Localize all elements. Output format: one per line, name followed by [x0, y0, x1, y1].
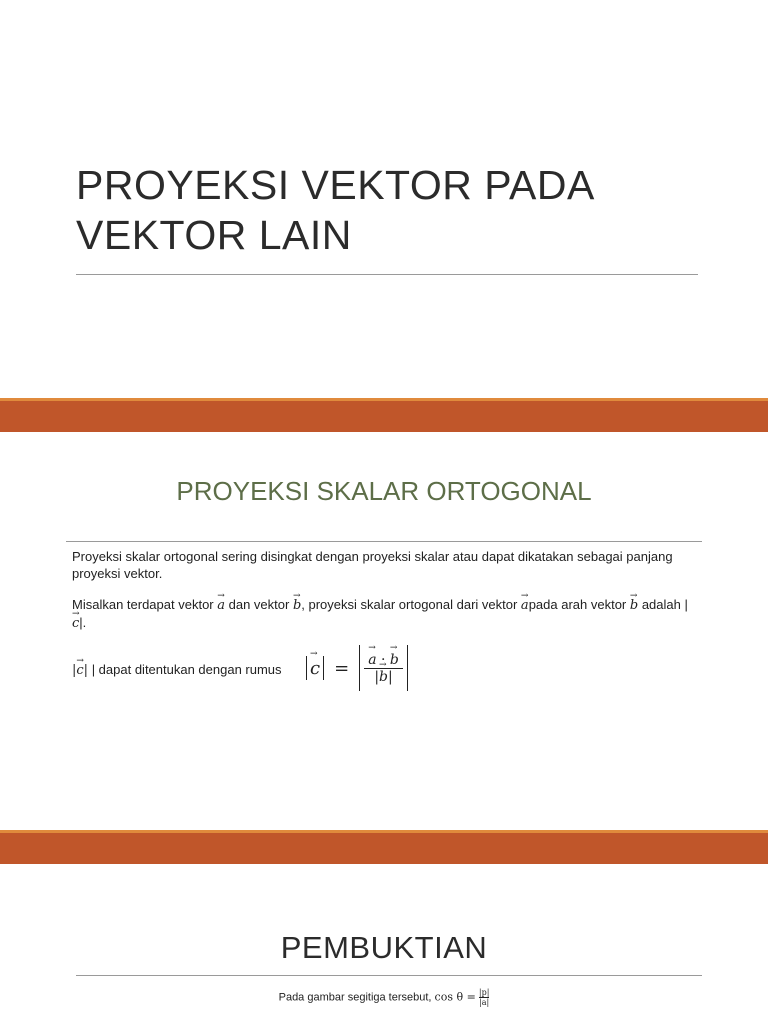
definition-paragraph: Proyeksi skalar ortogonal sering disingkat dengan proyeksi skalar atau dapat dikatakan sebagai panjang proyeksi vektor.: [72, 549, 673, 581]
vector-a-2: → a: [521, 597, 529, 614]
section-title: PROYEKSI SKALAR ORTOGONAL: [176, 476, 592, 506]
title-divider: [76, 274, 698, 275]
proof-divider: [76, 975, 702, 976]
projection-fraction: → $\frac{a \cdot \to b}{|\to b|}$: [364, 652, 403, 685]
proof-caption: Pada gambar segitiga tersebut, cos θ = $\frac{|p|}{|a|}$: [278, 988, 490, 1007]
vector-c: → c: [72, 615, 79, 632]
vector-c-3: → c: [76, 662, 83, 679]
slide-title-heading: PROYEKSI VEKTOR PADA VEKTOR LAIN: [76, 162, 593, 258]
slide-pembuktian: [0, 864, 768, 1024]
vector-a: → a: [217, 597, 225, 614]
projection-formula: → c = → $\frac{a \cdot \to b}{|\to b|}$: [306, 644, 408, 692]
slide-title: [0, 0, 768, 398]
setup-paragraph: Misalkan terdapat vektor → a dan vektor → b, proyeksi skalar ortogonal dari vektor → apada arah vektor → b adalah |→ c|.: [72, 596, 692, 632]
formula-vector-c: → c: [310, 658, 320, 679]
formula-intro: |→ c| | dapat ditentukan dengan rumus: [72, 661, 312, 679]
vector-b: → b: [293, 597, 301, 614]
slide-separator-band-2: [0, 830, 768, 864]
vector-b-2: → b: [630, 597, 638, 614]
slide-skalar-ortogonal: [0, 432, 768, 830]
slide-separator-band: [0, 398, 768, 432]
section-divider: [66, 541, 702, 542]
proof-title: PEMBUKTIAN: [280, 930, 488, 965]
